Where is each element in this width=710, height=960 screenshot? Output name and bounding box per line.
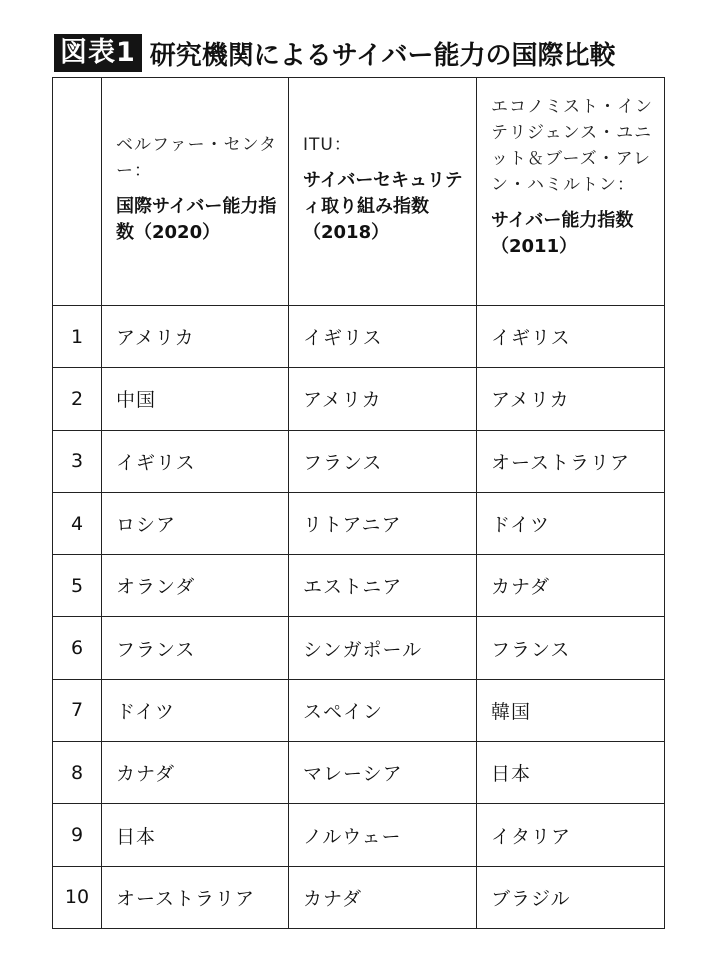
belfer-cell: アメリカ (102, 306, 289, 368)
belfer-cell: 日本 (102, 804, 289, 866)
belfer-cell: オランダ (102, 555, 289, 617)
table-row (53, 742, 665, 804)
rank-cell: 4 (53, 492, 102, 554)
rank-cell: 10 (53, 866, 102, 928)
table-row (53, 866, 665, 928)
table-row (53, 679, 665, 741)
rank-cell: 1 (53, 306, 102, 368)
header-cell-eiu (477, 78, 665, 306)
header-source: エコノミスト・インテリジェンス・ユニット＆ブーズ・アレン・ハミルトン： (491, 97, 653, 195)
eiu-cell: ドイツ (477, 492, 665, 554)
table-row (53, 492, 665, 554)
table-row (53, 306, 665, 368)
itu-cell: スペイン (289, 679, 477, 741)
eiu-cell: 韓国 (477, 679, 665, 741)
belfer-cell: フランス (102, 617, 289, 679)
rank-cell: 7 (53, 679, 102, 741)
belfer-cell: 中国 (102, 368, 289, 430)
rank-cell: 3 (53, 430, 102, 492)
table-row (53, 804, 665, 866)
header-cell-itu (289, 78, 477, 306)
rank-cell: 2 (53, 368, 102, 430)
rank-header-cell (53, 78, 102, 306)
eiu-cell: イタリア (477, 804, 665, 866)
eiu-cell: カナダ (477, 555, 665, 617)
rank-cell: 5 (53, 555, 102, 617)
rank-cell: 6 (53, 617, 102, 679)
header-index: サイバー能力指数（2011） (491, 210, 634, 257)
table-row (53, 430, 665, 492)
belfer-cell: カナダ (102, 742, 289, 804)
rank-cell: 9 (53, 804, 102, 866)
ranking-table (52, 77, 665, 929)
header-source: ベルファー・センター： (116, 135, 277, 181)
eiu-cell: ブラジル (477, 866, 665, 928)
itu-cell: リトアニア (289, 492, 477, 554)
eiu-cell: イギリス (477, 306, 665, 368)
belfer-cell: オーストラリア (102, 866, 289, 928)
itu-cell: アメリカ (289, 368, 477, 430)
belfer-cell: ドイツ (102, 679, 289, 741)
table-row (53, 617, 665, 679)
table-row (53, 368, 665, 430)
itu-cell: フランス (289, 430, 477, 492)
itu-cell: マレーシア (289, 742, 477, 804)
eiu-cell: アメリカ (477, 368, 665, 430)
table-row (53, 555, 665, 617)
header-index: 国際サイバー能力指数（2020） (116, 196, 277, 243)
figure-label: 図表1 (54, 34, 142, 72)
rank-cell: 8 (53, 742, 102, 804)
table-header-row (53, 78, 665, 306)
eiu-cell: オーストラリア (477, 430, 665, 492)
figure-title: 研究機関によるサイバー能力の国際比較 (149, 40, 616, 71)
itu-cell: カナダ (289, 866, 477, 928)
itu-cell: イギリス (289, 306, 477, 368)
header-index: サイバーセキュリティ取り組み指数（2018） (303, 170, 463, 243)
belfer-cell: ロシア (102, 492, 289, 554)
itu-cell: エストニア (289, 555, 477, 617)
header-source: ITU： (303, 135, 352, 155)
eiu-cell: フランス (477, 617, 665, 679)
figure-title-row (54, 34, 615, 72)
itu-cell: シンガポール (289, 617, 477, 679)
eiu-cell: 日本 (477, 742, 665, 804)
header-cell-belfer (102, 78, 289, 306)
itu-cell: ノルウェー (289, 804, 477, 866)
belfer-cell: イギリス (102, 430, 289, 492)
